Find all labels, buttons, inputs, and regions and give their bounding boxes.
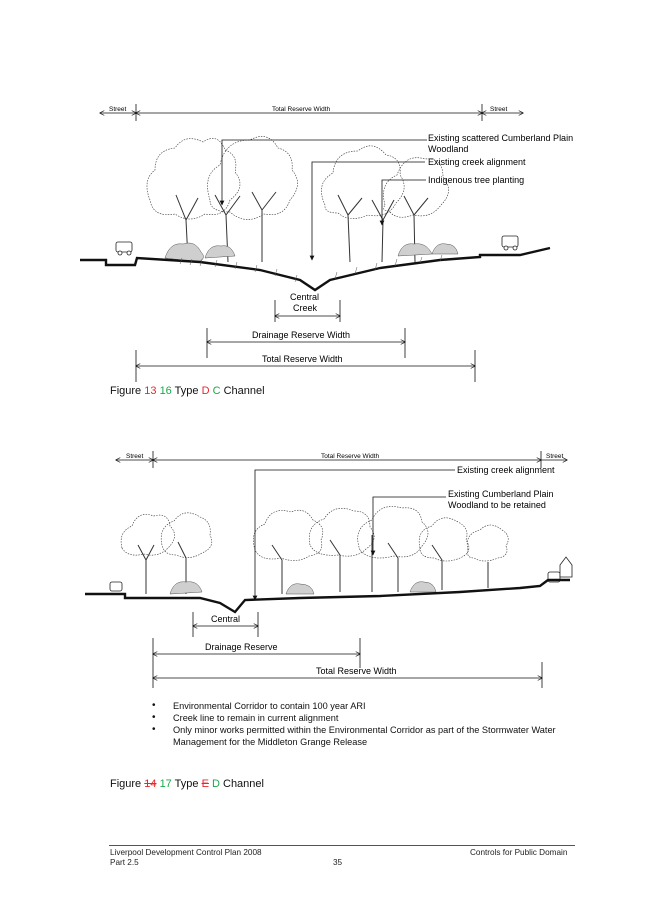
caption-old-number: 13 [144,385,157,397]
caption-new-number: 17 [159,778,172,790]
fig2-central-label: Central [211,614,241,624]
total-reserve-top-label: Total Reserve Width [272,106,331,113]
drainage-reserve-width-label: Drainage Reserve Width [252,330,351,340]
fig2-shrubs [170,582,436,594]
footer-doc-title: Liverpool Development Control Plan 2008 [110,848,262,857]
callout-woodland-line1: Existing scattered Cumberland Plain [428,133,574,143]
callout-woodland-line2: Woodland [428,144,469,154]
caption-prefix: Figure [110,385,145,397]
caption-suffix: Channel [220,385,265,397]
figure-2-caption [110,778,264,790]
fig2-callout-woodland-line1: Existing Cumberland Plain [448,489,554,499]
fig2-drainage-reserve-label: Drainage Reserve [205,642,278,652]
fig2-street-right-label: Street [546,453,564,460]
central-creek-line2: Creek [293,303,318,313]
fig2-callout-lines [255,470,455,600]
callout-planting: Indigenous tree planting [428,175,525,185]
fig2-callout-creek: Existing creek alignment [457,465,555,475]
callout-creek: Existing creek alignment [428,157,526,167]
list-item: • Creek line to remain in current alignment [148,712,588,724]
caption-new-number: 16 [159,385,172,397]
caption-new-type: C [212,385,221,397]
caption-type-word: Type [171,778,202,790]
caption-old-type: E [201,778,209,790]
street-right-label: Street [490,106,508,113]
notes-list [148,700,588,748]
footer-section-title: Controls for Public Domain [470,848,568,857]
fig2-total-reserve-top-label: Total Reserve Width [321,453,380,460]
list-item: • Environmental Corridor to contain 100 year ARI [148,700,588,712]
caption-old-type: D [201,385,210,397]
caption-type-word: Type [171,385,202,397]
fig2-ground-profile [85,580,570,612]
list-item: • Only minor works permitted within the Environmental Corridor as part of the Stormwater Water Management for the Middleton Grange Release [148,724,588,748]
caption-prefix: Figure [110,778,145,790]
caption-new-type: D [211,778,220,790]
fig2-tree-canopies [121,507,508,562]
street-left-label: Street [109,106,127,113]
caption-suffix: Channel [219,778,264,790]
page-number: 35 [333,858,343,867]
fig2-total-reserve-bottom-label: Total Reserve Width [316,666,397,676]
fig2-callout-woodland-line2: Woodland to be retained [448,500,546,510]
caption-old-number: 14 [144,778,157,790]
total-reserve-bottom-label: Total Reserve Width [262,354,343,364]
fig2-street-left-label: Street [126,453,144,460]
central-creek-line1: Central [290,292,320,302]
footer-divider [109,845,575,846]
footer-part: Part 2.5 [110,858,139,867]
